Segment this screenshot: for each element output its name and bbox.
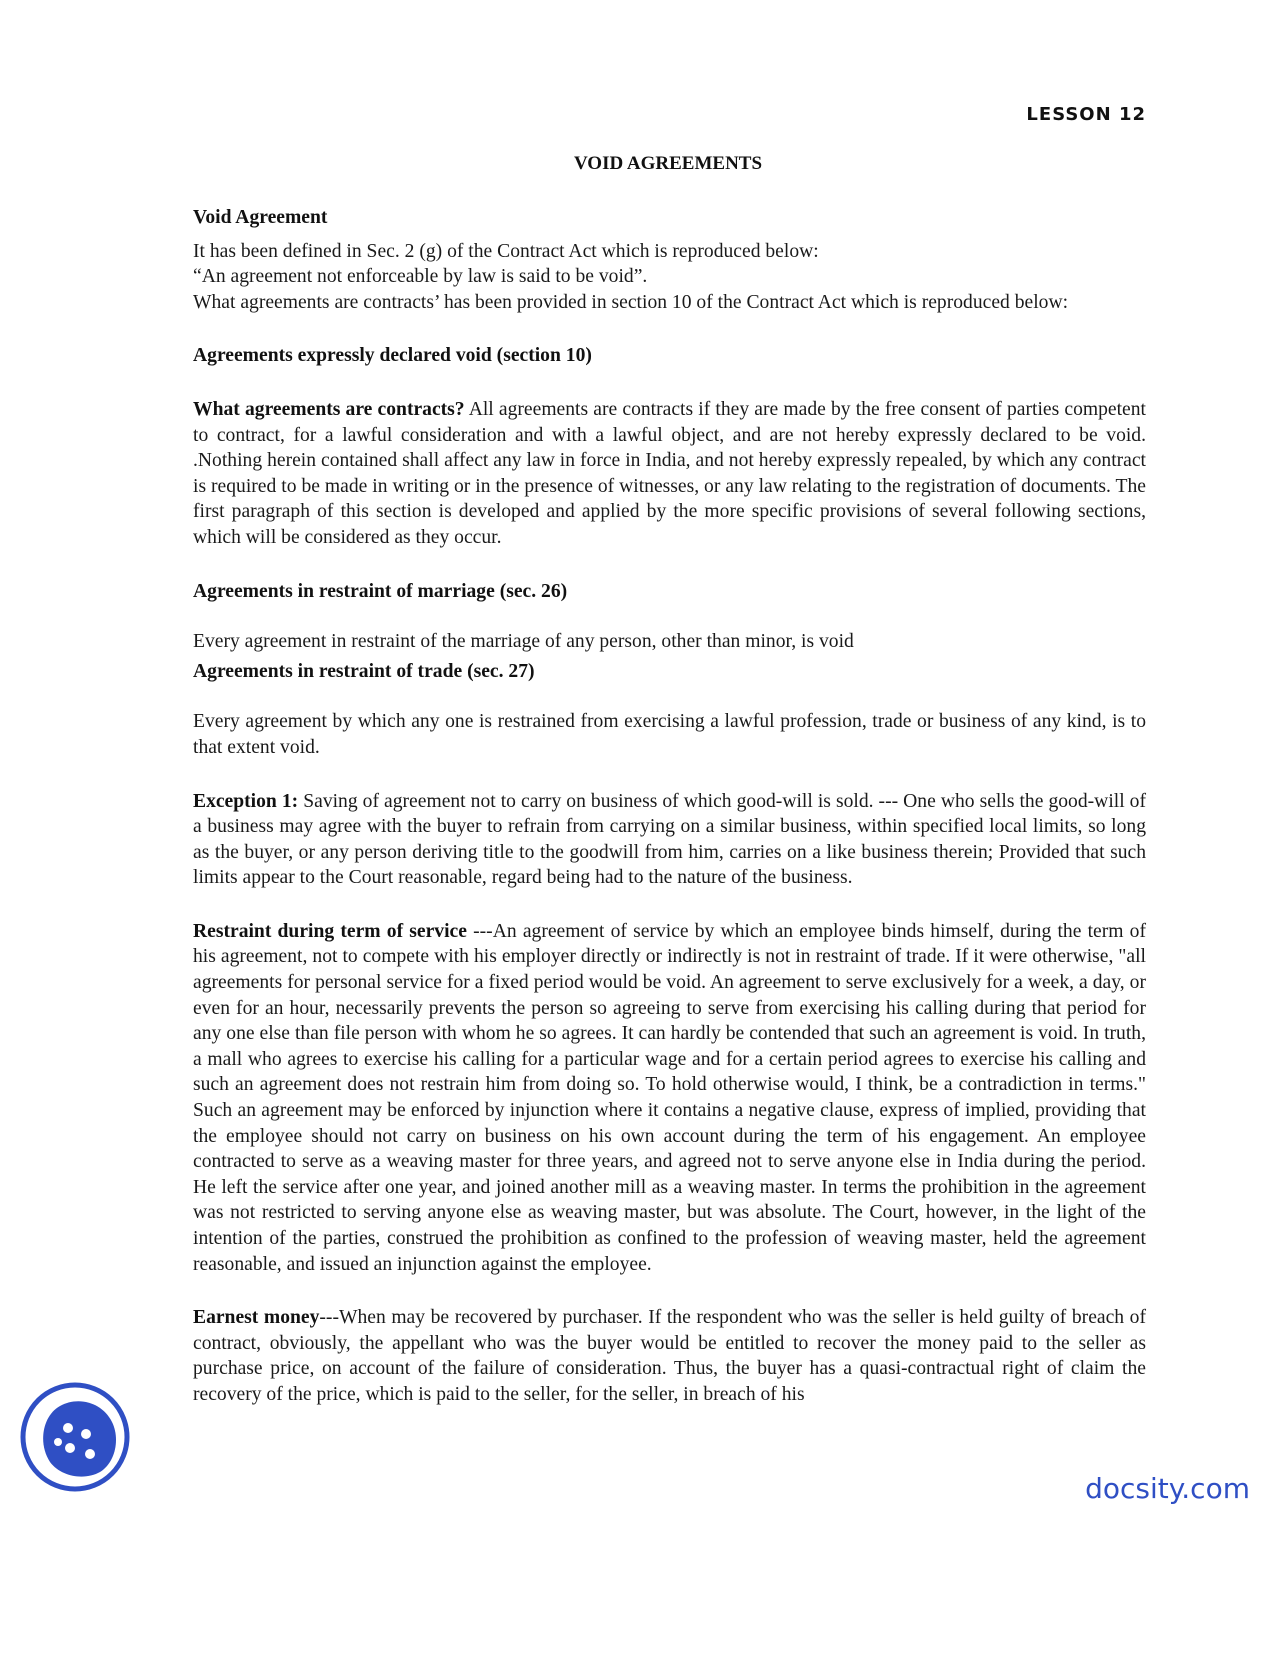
text-exception-1: Saving of agreement not to carry on business of which good-will is sold. --- One who sells the good-will of a business may agree with the buyer to refrain from carrying on a similar business, within specified local limits, so long as the buyer, or any person deriving title to the goodwill from him, carries on a like business therein; Provided that such limits appear to the Court reasonable, regard being had to the nature of the business. xyxy=(193,790,1147,889)
paragraph-earnest-money xyxy=(193,1305,1146,1407)
section-10-intro: What agreements are contracts’ has been provided in section 10 of the Contract Act which is reproduced below: xyxy=(193,291,1069,313)
text-restraint-marriage: Every agreement in restraint of the marriage of any person, other than minor, is void xyxy=(193,631,854,653)
heading-restraint-trade: Agreements in restraint of trade (sec. 27) xyxy=(193,660,535,682)
heading-void-agreement: Void Agreement xyxy=(193,207,328,228)
lead-restraint-service: Restraint during term of service xyxy=(193,920,467,942)
lead-exception-1: Exception 1: xyxy=(193,790,299,812)
paragraph-exception-1 xyxy=(193,789,1146,891)
lead-earnest-money: Earnest money xyxy=(193,1307,320,1329)
docsity-logo-icon xyxy=(20,1382,130,1492)
definition-line: It has been defined in Sec. 2 (g) of the Contract Act which is reproduced below: xyxy=(193,240,819,262)
heading-restraint-marriage: Agreements in restraint of marriage (sec. 26) xyxy=(193,580,568,602)
page-title: VOID AGREEMENTS xyxy=(573,153,763,174)
paragraph-restraint-service xyxy=(193,919,1146,1277)
text-restraint-trade: Every agreement by which any one is restrained from exercising a lawful profession, trade or business of any kind, is to that extent void. xyxy=(193,711,1146,758)
paragraph-what-agreements xyxy=(193,397,1146,551)
text-what-agreements: All agreements are contracts if they are made by the free consent of parties competent to contract, for a lawful consideration and with a lawful object, and are not hereby expressly declared to be void. .Nothing herein contained shall affect any law in force in India, and not hereby expressly repealed, by which any contract is required to be made in writing or in the presence of witnesses, or any law relating to the registration of documents. The first paragraph of this section is developed and applied by the more specific provisions of several following sections, which will be considered as they occur. xyxy=(193,398,1146,548)
document-body xyxy=(193,205,1146,1408)
text-earnest-money: ---When may be recovered by purchaser. If the respondent who was the seller is held guilty of breach of contract, obviously, the appellant who was the buyer would be entitled to recover the money paid to the seller as purchase price, on account of the failure of consideration. Thus, the buyer has a quasi-contractual right of claim the recovery of the price, which is paid to the seller, for the seller, in breach of his xyxy=(193,1307,1146,1405)
lead-what-agreements: What agreements are contracts? xyxy=(193,398,465,420)
watermark-text[interactable]: docsity.com xyxy=(1085,1472,1250,1505)
lesson-number: LESSON 12 xyxy=(1026,104,1146,125)
text-restraint-service: ---An agreement of service by which an employee binds himself, during the term of his agreement, not to compete with his employer directly or indirectly is not in restraint of trade. If it were otherwise, "all agreements for personal service for a fixed period would be void. An agreement to serve exclusively for a week, a day, or even for an hour, necessarily prevents the person so agreeing to serve from exercising his calling during that period for any one else than file person with whom he so agrees. It can hardly be contended that such an agreement is void. In truth, a mall who agrees to exercise his calling for a particular wage and for a certain period agrees to exercise his calling and such an agreement does not restrain him from doing so. To hold otherwise would, I think, be a contradiction in terms." Such an agreement may be enforced by injunction where it contains a negative clause, express of implied, providing that the employee should not carry on business on his own account during the term of his engagement. An employee contracted to serve as a weaving master for three years, and agreed not to serve anyone else in India during the period. He left the service after one year, and joined another mill as a weaving master. In terms the prohibition in the agreement was not restricted to serving anyone else as weaving master, but was absolute. The Court, however, in the light of the intention of the parties, construed the prohibition as confined to the profession of weaving master, held the agreement reasonable, and issued an injunction against the employee. xyxy=(193,920,1146,1275)
definition-quote: “An agreement not enforceable by law is said to be void”. xyxy=(193,266,648,288)
heading-expressly-void: Agreements expressly declared void (section 10) xyxy=(193,345,592,367)
